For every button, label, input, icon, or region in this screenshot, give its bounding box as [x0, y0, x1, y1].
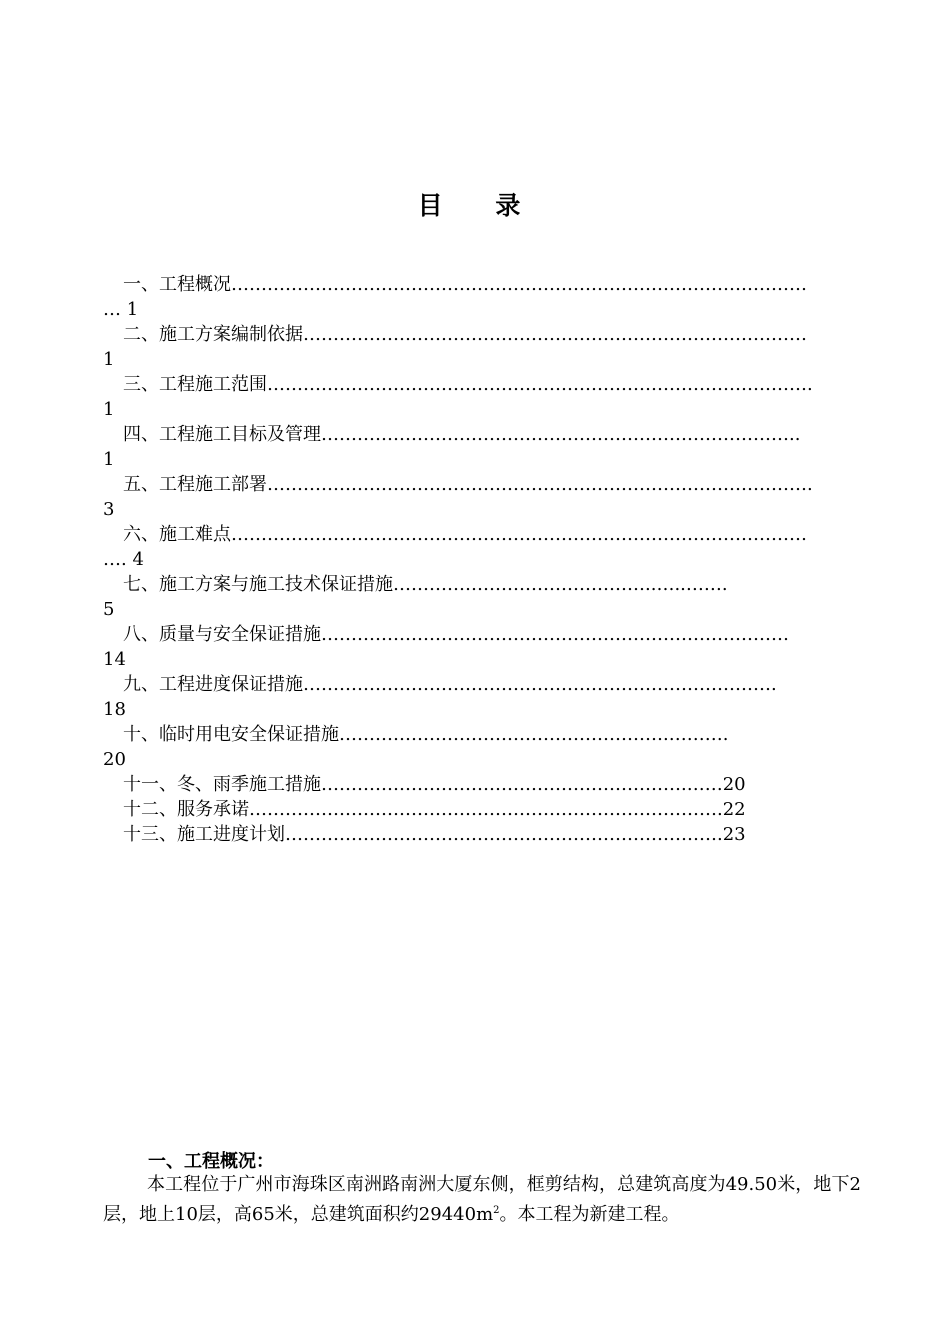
toc-leader-dots: …………………………………………………….…… [321, 774, 723, 795]
toc-entry-label: 十、临时用电安全保证措施 [123, 724, 339, 745]
toc-entry-label: 一、工程概况 [123, 274, 231, 295]
toc-page-number: 22 [722, 799, 746, 820]
toc-entry[interactable] [103, 522, 873, 572]
toc-leader-dots: …………………………………………………………………….. [321, 424, 801, 445]
toc-page-number: 3 [103, 499, 115, 520]
paragraph-text-end: 。本工程为新建工程。 [499, 1204, 680, 1225]
toc-entry-label: 六、施工难点 [123, 524, 231, 545]
toc-entry[interactable] [103, 722, 873, 772]
toc-entry-label: 十二、服务承诺 [123, 799, 249, 820]
toc-entry[interactable] [103, 797, 873, 822]
toc-leader-dots: ……………………………………………….………. [339, 724, 729, 745]
section-heading: 一、工程概况： [148, 1151, 274, 1172]
toc-page-number: 1 [103, 399, 115, 420]
toc-entry-label: 二、施工方案编制依据 [123, 324, 303, 345]
toc-entry-label: 十一、冬、雨季施工措施 [123, 774, 321, 795]
toc-entry-label: 九、工程进度保证措施 [123, 674, 303, 695]
toc-entry[interactable] [103, 772, 873, 797]
section-paragraph [103, 1172, 861, 1228]
toc-leader-dots: ………………………………………………………………………………. [267, 474, 813, 495]
toc-page-number: … 1 [103, 299, 139, 320]
toc-leader-dots: ………………………………………………………………………………. [267, 374, 813, 395]
toc-entry-label: 五、工程施工部署 [123, 474, 267, 495]
toc-leader-dots: ……………………………………………………………………. [303, 674, 777, 695]
toc-entry[interactable] [103, 372, 873, 422]
toc-page-number: 23 [722, 824, 746, 845]
toc-leader-dots: …………………………………………………………………………………… [231, 524, 807, 545]
toc-page-number: 20 [722, 774, 746, 795]
toc-leader-dots: ……………………………………………………………………. [249, 799, 723, 820]
toc-page-number: 5 [103, 599, 115, 620]
toc-page-number: …. 4 [103, 549, 144, 570]
toc-entry-label: 四、工程施工目标及管理 [123, 424, 321, 445]
table-of-contents [103, 272, 873, 847]
toc-page-number: 14 [103, 649, 126, 670]
area-unit-superscript: 2 [493, 1205, 500, 1216]
paragraph-text: 本工程位于广州市海珠区南洲路南洲大厦东侧，框剪结构，总建筑高度为49.50米，地下2层，地上10层，高65米，总建筑面积约29440m [103, 1174, 861, 1225]
toc-page-number: 1 [103, 449, 115, 470]
toc-entry[interactable] [103, 472, 873, 522]
toc-page-number: 20 [103, 749, 126, 770]
toc-leader-dots: …………………………………………………………………………………… [231, 274, 807, 295]
toc-entry[interactable] [103, 422, 873, 472]
toc-entry-label: 七、施工方案与施工技术保证措施 [123, 574, 393, 595]
toc-entry-label: 十三、施工进度计划 [123, 824, 285, 845]
toc-entry[interactable] [103, 322, 873, 372]
toc-entry[interactable] [103, 672, 873, 722]
toc-page-number: 18 [103, 699, 126, 720]
toc-entry[interactable] [103, 822, 873, 847]
toc-entry[interactable] [103, 272, 873, 322]
toc-title: 目 录 [417, 191, 543, 220]
toc-entry-label: 八、质量与安全保证措施 [123, 624, 321, 645]
toc-leader-dots: ………………………………………………………………. [285, 824, 723, 845]
toc-entry[interactable] [103, 622, 873, 672]
toc-page-number: 1 [103, 349, 115, 370]
toc-leader-dots: ……………………………………..…..……. [393, 574, 728, 595]
toc-leader-dots: …………………………………………………………………… [321, 624, 789, 645]
toc-entry-label: 三、工程施工范围 [123, 374, 267, 395]
toc-entry[interactable] [103, 572, 873, 622]
toc-leader-dots: ………………………………………………………………………… [303, 324, 807, 345]
